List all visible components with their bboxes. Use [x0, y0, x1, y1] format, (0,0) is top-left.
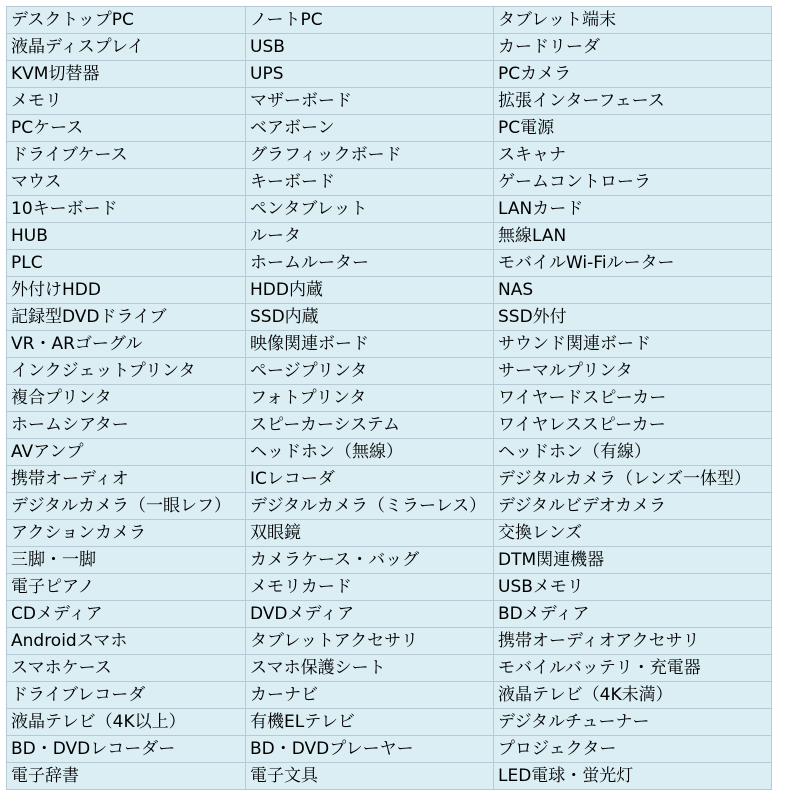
table-cell: 液晶ディスプレイ	[7, 34, 246, 61]
table-cell: サーマルプリンタ	[494, 358, 772, 385]
table-row	[7, 439, 772, 466]
table-cell: 電子ピアノ	[7, 574, 246, 601]
table-cell: KVM切替器	[7, 61, 246, 88]
table-cell: マザーボード	[246, 88, 494, 115]
table-cell: スキャナ	[494, 142, 772, 169]
table-row	[7, 466, 772, 493]
table-cell: SSD外付	[494, 304, 772, 331]
table-cell: PLC	[7, 250, 246, 277]
table-cell: 液晶テレビ（4K以上）	[7, 709, 246, 736]
table-cell: USB	[246, 34, 494, 61]
table-cell: 複合プリンタ	[7, 385, 246, 412]
table-row	[7, 7, 772, 34]
table-cell: PC電源	[494, 115, 772, 142]
table-row	[7, 34, 772, 61]
table-cell: デジタルビデオカメラ	[494, 493, 772, 520]
table-cell: Androidスマホ	[7, 628, 246, 655]
table-cell: 液晶テレビ（4K未満）	[494, 682, 772, 709]
table-cell: デジタルチューナー	[494, 709, 772, 736]
table-cell: ベアボーン	[246, 115, 494, 142]
table-cell: サウンド関連ボード	[494, 331, 772, 358]
table-cell: キーボード	[246, 169, 494, 196]
table-cell: BD・DVDレコーダー	[7, 736, 246, 763]
table-cell: PCケース	[7, 115, 246, 142]
table-row	[7, 763, 772, 790]
table-cell: 電子文具	[246, 763, 494, 790]
table-row	[7, 736, 772, 763]
table-cell: BDメディア	[494, 601, 772, 628]
table-cell: ヘッドホン（無線）	[246, 439, 494, 466]
table-cell: CDメディア	[7, 601, 246, 628]
table-cell: 有機ELテレビ	[246, 709, 494, 736]
table-row	[7, 709, 772, 736]
table-cell: 外付けHDD	[7, 277, 246, 304]
table-cell: プロジェクター	[494, 736, 772, 763]
table-cell: HDD内蔵	[246, 277, 494, 304]
table-row	[7, 88, 772, 115]
table-row	[7, 250, 772, 277]
table-cell: モバイルバッテリ・充電器	[494, 655, 772, 682]
table-cell: カーナビ	[246, 682, 494, 709]
table-cell: NAS	[494, 277, 772, 304]
table-cell: メモリカード	[246, 574, 494, 601]
table-cell: AVアンプ	[7, 439, 246, 466]
table-cell: HUB	[7, 223, 246, 250]
table-cell: BD・DVDプレーヤー	[246, 736, 494, 763]
table-row	[7, 304, 772, 331]
table-row	[7, 223, 772, 250]
table-cell: フォトプリンタ	[246, 385, 494, 412]
table-cell: スマホケース	[7, 655, 246, 682]
table-cell: アクションカメラ	[7, 520, 246, 547]
table-cell: UPS	[246, 61, 494, 88]
table-cell: SSD内蔵	[246, 304, 494, 331]
table-row	[7, 628, 772, 655]
table-cell: LANカード	[494, 196, 772, 223]
table-row	[7, 61, 772, 88]
table-row	[7, 412, 772, 439]
table-cell: ページプリンタ	[246, 358, 494, 385]
table-row	[7, 169, 772, 196]
table-cell: ヘッドホン（有線）	[494, 439, 772, 466]
table-cell: デジタルカメラ（ミラーレス）	[246, 493, 494, 520]
category-table-body	[7, 7, 772, 790]
table-row	[7, 601, 772, 628]
table-cell: ドライブレコーダ	[7, 682, 246, 709]
table-cell: 記録型DVDドライブ	[7, 304, 246, 331]
table-row	[7, 115, 772, 142]
table-row	[7, 547, 772, 574]
table-cell: タブレットアクセサリ	[246, 628, 494, 655]
table-cell: ドライブケース	[7, 142, 246, 169]
table-row	[7, 385, 772, 412]
table-cell: タブレット端末	[494, 7, 772, 34]
table-cell: 無線LAN	[494, 223, 772, 250]
table-cell: インクジェットプリンタ	[7, 358, 246, 385]
table-row	[7, 196, 772, 223]
table-cell: ノートPC	[246, 7, 494, 34]
table-cell: スマホ保護シート	[246, 655, 494, 682]
table-cell: PCカメラ	[494, 61, 772, 88]
table-cell: ホームルーター	[246, 250, 494, 277]
table-row	[7, 655, 772, 682]
table-cell: ルータ	[246, 223, 494, 250]
table-cell: カードリーダ	[494, 34, 772, 61]
table-cell: ワイヤレススピーカー	[494, 412, 772, 439]
table-cell: ICレコーダ	[246, 466, 494, 493]
table-row	[7, 493, 772, 520]
table-cell: DTM関連機器	[494, 547, 772, 574]
table-cell: 拡張インターフェース	[494, 88, 772, 115]
table-row	[7, 142, 772, 169]
table-cell: 携帯オーディオアクセサリ	[494, 628, 772, 655]
table-cell: グラフィックボード	[246, 142, 494, 169]
table-cell: ゲームコントローラ	[494, 169, 772, 196]
table-row	[7, 277, 772, 304]
table-row	[7, 520, 772, 547]
table-row	[7, 331, 772, 358]
table-cell: 携帯オーディオ	[7, 466, 246, 493]
table-cell: カメラケース・バッグ	[246, 547, 494, 574]
table-cell: スピーカーシステム	[246, 412, 494, 439]
table-cell: メモリ	[7, 88, 246, 115]
table-cell: デスクトップPC	[7, 7, 246, 34]
table-cell: 10キーボード	[7, 196, 246, 223]
table-row	[7, 682, 772, 709]
table-cell: 三脚・一脚	[7, 547, 246, 574]
table-cell: マウス	[7, 169, 246, 196]
table-cell: ワイヤードスピーカー	[494, 385, 772, 412]
table-cell: 映像関連ボード	[246, 331, 494, 358]
table-cell: DVDメディア	[246, 601, 494, 628]
table-cell: USBメモリ	[494, 574, 772, 601]
table-cell: 電子辞書	[7, 763, 246, 790]
table-cell: ホームシアター	[7, 412, 246, 439]
table-cell: モバイルWi-Fiルーター	[494, 250, 772, 277]
table-cell: ペンタブレット	[246, 196, 494, 223]
table-cell: VR・ARゴーグル	[7, 331, 246, 358]
category-table	[6, 6, 772, 790]
table-cell: 双眼鏡	[246, 520, 494, 547]
table-row	[7, 574, 772, 601]
table-row	[7, 358, 772, 385]
table-cell: デジタルカメラ（レンズ一体型）	[494, 466, 772, 493]
table-cell: デジタルカメラ（一眼レフ）	[7, 493, 246, 520]
table-cell: LED電球・蛍光灯	[494, 763, 772, 790]
table-cell: 交換レンズ	[494, 520, 772, 547]
